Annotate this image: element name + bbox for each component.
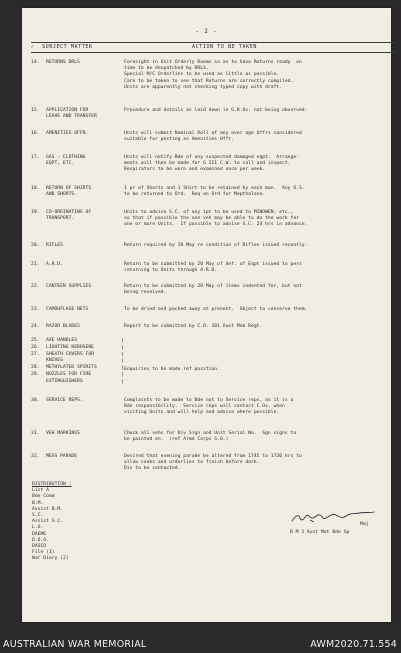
- item-subject: SHEATH COVERS FOR: [46, 351, 94, 357]
- item-subject: GAS - CLOTHING EQPT, ETC.: [46, 155, 86, 167]
- item-number: 30.: [31, 398, 40, 403]
- signature-unit: B M 3 Aust Mot Bde Gp: [290, 530, 350, 535]
- brace: ): [121, 351, 125, 358]
- item-action: Units will submit Nominal Roll of any over age Offrs considered suitable for posting as Amenities Offr.: [124, 131, 302, 143]
- item-subject: NOZZLES FOR FIRE: [46, 372, 92, 377]
- distribution-entry: Assist B.M.: [32, 506, 64, 512]
- item-subject: RETURN OF SHIRTS AND SHORTS.: [46, 186, 92, 198]
- item-number: 23.: [31, 307, 40, 312]
- item-subject: VEH MARKINGS: [46, 431, 80, 436]
- signature-rank: Maj: [360, 522, 369, 527]
- item-subject: METHYLATED SPIRITS: [46, 365, 97, 371]
- item-subject: A.R.D.: [46, 262, 63, 267]
- item-number: 27.: [31, 351, 40, 357]
- item-action: Return to be submitted by 20 May of items indented for, but not being received.: [124, 284, 302, 296]
- item-subject: EXTINGUISHERS: [46, 378, 83, 384]
- item-action: Units will notify Bde of any suspected damaged eqpt. Arrange- ments will then be made for G III C.W. to call and inspect. Respirators to be worn and examined once per week.: [124, 155, 299, 173]
- footer-accession-number: AWM2020.71.554: [310, 639, 397, 650]
- item-subject: MESS PARADE: [46, 454, 78, 459]
- item-number: 29.: [31, 372, 40, 377]
- item-number: 21.: [31, 262, 40, 267]
- brace: ): [121, 372, 125, 378]
- item-number: 15.: [31, 108, 40, 113]
- subject-matter-heading: SUBJECT MATTER: [42, 44, 93, 50]
- item-action: 1 pr of Shorts and 1 Shirt to be retained by each man. Any U.S. to be returned to Ord. Req on Ord for Mepthalene.: [124, 186, 305, 198]
- item-subject: AMENITIES OFFR.: [46, 131, 89, 136]
- distribution-entry: S.C.: [32, 513, 44, 519]
- page-number: - 2 -: [195, 29, 218, 35]
- item-subject: RIFLES: [46, 243, 63, 248]
- brace: ): [121, 378, 125, 385]
- distribution-list: [32, 482, 72, 563]
- item-subject: AXE HANDLES: [46, 338, 78, 343]
- item-number: 26.: [31, 344, 40, 350]
- item-action: Return to be submitted by 20 May of def. of Eqpt issued to pers returning to Units through A.R.D.: [124, 262, 302, 274]
- item-number: 17.: [31, 155, 40, 160]
- brace: ): [121, 344, 125, 351]
- item-subject: APPLICATION FOR LEAVE AND TRANSFER: [46, 108, 97, 120]
- item-action: To be dried and packed away at present. Object to conserve them.: [124, 307, 308, 312]
- item-subject: LIGHTING KEROSENE: [46, 344, 94, 350]
- item-number: 28.: [31, 365, 40, 371]
- item-action: Complaints to be made to Bde not to Service reps, as it is a Bde responsibility. Service reps will contact C.Os. when visiting Units and will help and advise where possible.: [124, 398, 294, 416]
- item-action: Report to be submitted by C.O. 101 Aust Mob Regt.: [124, 324, 263, 329]
- header-rule-bottom: [31, 52, 396, 53]
- distribution-entry: File (3): [32, 550, 55, 556]
- distribution-entry: Assist S.C.: [32, 519, 64, 525]
- distribution-entry: Bde Comd: [32, 494, 55, 500]
- item-number: 32.: [31, 454, 40, 459]
- document-page: [22, 8, 391, 622]
- item-action: Return required by 20 May re condition of Rifles issued recently.: [124, 243, 308, 248]
- item-action: Foresight in Unit Orderly Rooms so as to have Returns ready on time to be despatched by DRLS. Special M/C Orderlies to be used as little as possible. Care to be taken to see that Returns are correctly compiled. Units are apparently not checking typed copy with draft.: [124, 60, 302, 90]
- item-number: 24.: [31, 324, 40, 329]
- distribution-entry: D.O.O.: [32, 537, 49, 543]
- item-subject: KNIVES: [46, 358, 63, 364]
- item-number: 25.: [31, 338, 40, 343]
- distribution-entry: War Diary (2): [32, 556, 69, 562]
- brace: ): [121, 358, 125, 365]
- item-action: Desired that evening parade be altered from 1745 to 1730 hrs to allow cooks and orderlies to finish before dark. Div to be contacted.: [124, 454, 302, 472]
- item-number: 19.: [31, 210, 40, 215]
- item-number: 22.: [31, 284, 40, 289]
- item-action: Procedure and details as laid down in G.R.Os. not being observed.: [124, 108, 308, 113]
- item-subject: CANTEEN SUPPLIES: [46, 284, 92, 289]
- item-action: Units to advise S.C. of any tpt to be used to MINOWEN, etc., so that if possible the one veh may be able to do the work for one or more Units. If possible to advise S.C. 24 hrs in advance.: [124, 210, 308, 228]
- grouped-action: Enquiries to be made ref position.: [124, 367, 220, 372]
- distribution-entry: B.M.: [32, 500, 44, 506]
- distribution-entry: List A: [32, 488, 49, 494]
- item-number: 16.: [31, 131, 40, 136]
- item-number: 31.: [31, 431, 40, 436]
- item-subject: RETURNS DRLS: [46, 60, 80, 65]
- item-subject: CO-ORDINATING OF TRANSPORT.: [46, 210, 92, 222]
- tick-mark: ✓: [31, 44, 35, 50]
- distribution-heading: DISTRIBUTION :: [32, 482, 72, 487]
- brace: ): [121, 338, 125, 344]
- item-number: 14.: [31, 60, 40, 65]
- distribution-entry: DAEME: [32, 531, 47, 537]
- item-subject: SERVICE REPS.: [46, 398, 83, 403]
- distribution-entry: L.O.: [32, 525, 44, 531]
- footer-institution: AUSTRALIAN WAR MEMORIAL: [3, 639, 147, 650]
- distribution-entry: DASCO: [32, 544, 47, 550]
- item-subject: RAZOR BLADES: [46, 324, 80, 329]
- column-header: [22, 44, 391, 52]
- item-subject: CAMOUFLAGE NETS: [46, 307, 89, 312]
- item-action: Check all vehs for Div Sign and Unit Serial No. Sgn signs to be painted on. (ref Armd Corps S.O.): [124, 431, 297, 443]
- action-heading: ACTION TO BE TAKEN: [192, 44, 257, 50]
- item-number: 18.: [31, 186, 40, 191]
- item-number: 20.: [31, 243, 40, 248]
- brace: ): [121, 365, 125, 372]
- header-rule-top: [31, 42, 396, 43]
